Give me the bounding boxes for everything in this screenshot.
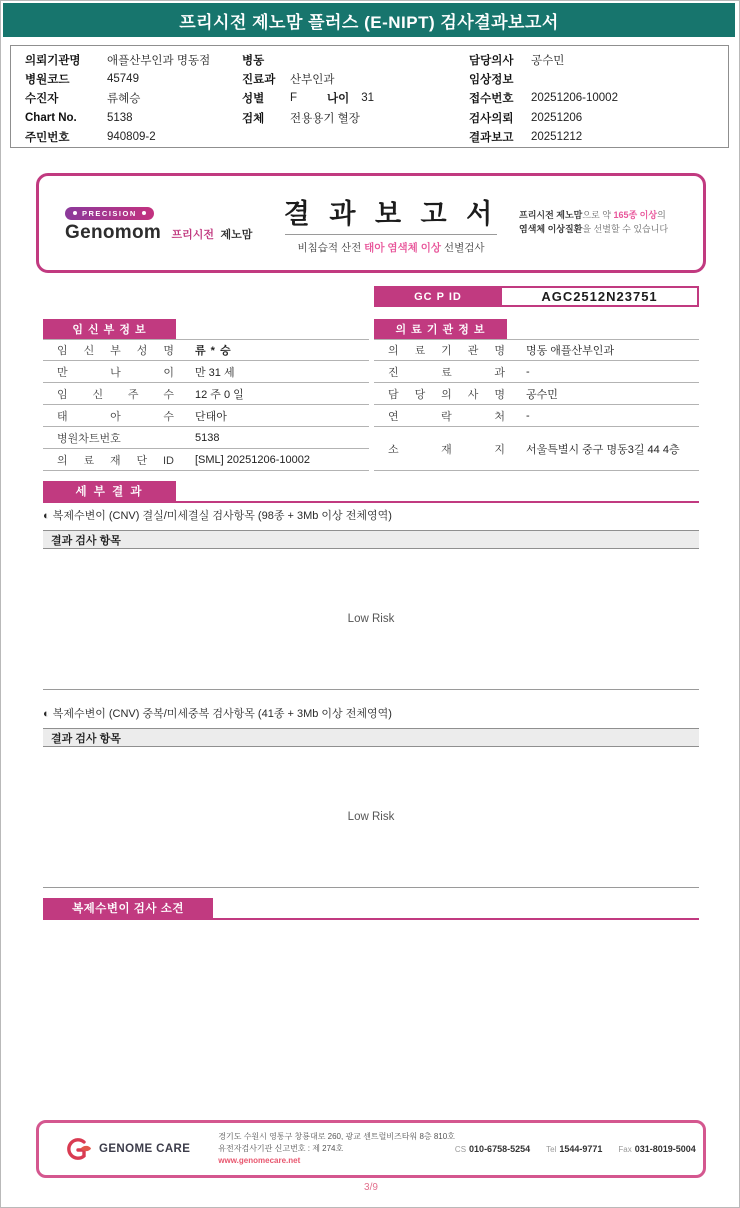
field-report-date	[469, 128, 724, 147]
gcpid-value: AGC2512N23751	[502, 286, 699, 307]
report-title-block	[263, 192, 519, 255]
subtitle-pre: 비침습적 산전	[297, 241, 365, 254]
report-title: 결 과 보 고 서	[283, 198, 499, 229]
genomom-logo	[65, 202, 263, 244]
patient-info-panel	[10, 45, 729, 148]
footer-box	[36, 1120, 706, 1178]
brand-kr-accent: 프리시전	[171, 229, 215, 241]
field-label: 나이	[327, 93, 350, 106]
footer-address	[218, 1131, 455, 1167]
cs-contact: CS 010-6758-5254	[454, 1144, 531, 1154]
badge-dot-icon	[142, 211, 146, 215]
field-label: 담당의사	[469, 54, 514, 67]
patient-info-col3	[469, 50, 724, 147]
hospital-info-table	[374, 319, 699, 471]
field-label: 검체	[242, 112, 265, 125]
field-value: 류혜승	[107, 93, 141, 106]
table-row: 의 료 재 단 ID [SML] 20251206-10002	[43, 449, 369, 471]
footer-contacts	[455, 1144, 696, 1154]
gcpid-bar	[374, 286, 699, 307]
detail-results-section-header	[43, 481, 699, 503]
fax-contact: Fax 031-8019-5004	[618, 1144, 696, 1154]
field-chart-no	[25, 108, 240, 127]
table-row: 연 락 처 -	[374, 405, 699, 427]
cnv-deletion-result-area	[43, 549, 699, 690]
field-value: 애플산부인과 명동점	[107, 54, 211, 67]
field-receipt-no	[469, 89, 724, 108]
patient-info-col1	[25, 50, 240, 147]
table-row: 만 나 이 만 31 세	[43, 361, 369, 383]
subtitle-accent: 태아 염색체 이상	[364, 241, 442, 254]
field-label: 검사의뢰	[469, 112, 514, 125]
hospital-table-title: 의 료 기 관 정 보	[374, 319, 507, 339]
field-resident-no	[25, 128, 240, 147]
cnv-opinion-section-header	[43, 898, 699, 920]
title-divider	[285, 234, 497, 235]
page-title-bar	[3, 3, 735, 37]
field-value: F	[290, 92, 298, 105]
field-label: 의뢰기관명	[25, 54, 81, 67]
genome-care-logo-text: GENOME CARE	[99, 1143, 191, 1155]
brand-kr: 제노맘	[220, 229, 253, 241]
field-order-date	[469, 108, 724, 127]
cnv-duplication-heading: ◐ 복제수변이 (CNV) 중복/미세중복 검사항목 (41종 + 3Mb 이상 전체영역)	[43, 708, 392, 720]
field-label: Chart No.	[25, 111, 77, 124]
gcpid-label: GC P ID	[374, 286, 502, 307]
genome-care-logo	[63, 1137, 190, 1161]
field-value: 5138	[107, 111, 133, 124]
table-row: 병원차트번호 5138	[43, 427, 369, 449]
page-number: 3/9	[364, 1182, 378, 1193]
field-label: 병동	[242, 54, 265, 67]
field-value: 전용용기 혈장	[290, 112, 360, 125]
field-label: 병원코드	[25, 74, 70, 87]
field-clinical-info	[469, 69, 724, 88]
mother-table-title: 임 신 부 정 보	[43, 319, 176, 339]
field-value: 공수민	[531, 54, 565, 67]
field-label: 성별	[242, 93, 265, 106]
cnv-opinion-chip: 복제수변이 검사 소견	[43, 898, 213, 918]
field-hospital-code	[25, 69, 240, 88]
address-line1: 경기도 수원시 영통구 창룡대로 260, 광교 센트럴비즈타워 8층 810호	[218, 1132, 455, 1141]
low-risk-label: Low Risk	[347, 811, 395, 823]
field-value: 31	[361, 92, 375, 105]
field-label: 수진자	[25, 93, 59, 106]
patient-info-col2	[242, 50, 464, 128]
brand-line	[65, 222, 263, 244]
brand-name: Genomom	[65, 222, 162, 243]
table-row: 임 신 주 수 12 주 0 일	[43, 383, 369, 405]
field-label: 결과보고	[469, 132, 514, 145]
report-side-note: 프리시전 제노맘으로 약 165종 이상의 염색체 이상질환을 선별할 수 있습니다	[519, 210, 669, 234]
badge-label: PRECISION	[82, 208, 137, 218]
table-row: 담 당 의 사 명 공수민	[374, 383, 699, 405]
field-department	[242, 69, 464, 88]
field-specimen	[242, 108, 464, 127]
table-row: 의 료 기 관 명 명동 애플산부인과	[374, 339, 699, 361]
low-risk-label: Low Risk	[347, 613, 395, 625]
address-line2: 유전자검사기관 신고번호 : 제 274호	[218, 1144, 344, 1153]
detail-results-chip: 세 부 결 과	[43, 481, 176, 501]
field-value: 20251206	[531, 111, 583, 124]
field-label: 접수번호	[469, 93, 514, 106]
table-row: 임 신 부 성 명 류 * 승	[43, 339, 369, 361]
field-label: 임상정보	[469, 74, 514, 87]
report-subtitle	[263, 240, 519, 255]
badge-dot-icon	[73, 211, 77, 215]
genome-care-mark-icon	[63, 1137, 93, 1161]
subtitle-post: 선별검사	[441, 241, 485, 254]
field-sex-age	[242, 89, 464, 108]
table-row: 태 아 수 단태아	[43, 405, 369, 427]
field-ward	[242, 50, 464, 69]
field-value: 45749	[107, 73, 139, 86]
cnv-deletion-heading: ◐ 복제수변이 (CNV) 결실/미세결실 검사항목 (98종 + 3Mb 이상 전체영역)	[43, 510, 392, 522]
table-row: 진 료 과 -	[374, 361, 699, 383]
field-doctor	[469, 50, 724, 69]
result-items-column-header: 결과 검사 항목	[43, 530, 699, 549]
website-url: www.genomecare.net	[218, 1156, 301, 1165]
field-value: 940809-2	[107, 131, 156, 144]
field-value: 20251206-10002	[531, 92, 618, 105]
precision-badge	[65, 207, 154, 220]
field-value: 산부인과	[290, 74, 335, 87]
result-items-column-header: 결과 검사 항목	[43, 728, 699, 747]
field-label: 진료과	[242, 74, 276, 87]
cnv-duplication-result-area	[43, 747, 699, 888]
field-label: 주민번호	[25, 132, 70, 145]
report-header-box	[36, 173, 706, 273]
field-examinee	[25, 89, 240, 108]
field-referring-institution	[25, 50, 240, 69]
field-value: 20251212	[531, 131, 583, 144]
table-row: 소 재 지 서울특별시 중구 명동3길 44 4층	[374, 427, 699, 471]
page-title: 프리시전 제노맘 플러스 (E-NIPT) 검사결과보고서	[179, 12, 559, 32]
tel-contact: Tel 1544-9771	[546, 1144, 603, 1154]
mother-info-table	[43, 319, 369, 471]
